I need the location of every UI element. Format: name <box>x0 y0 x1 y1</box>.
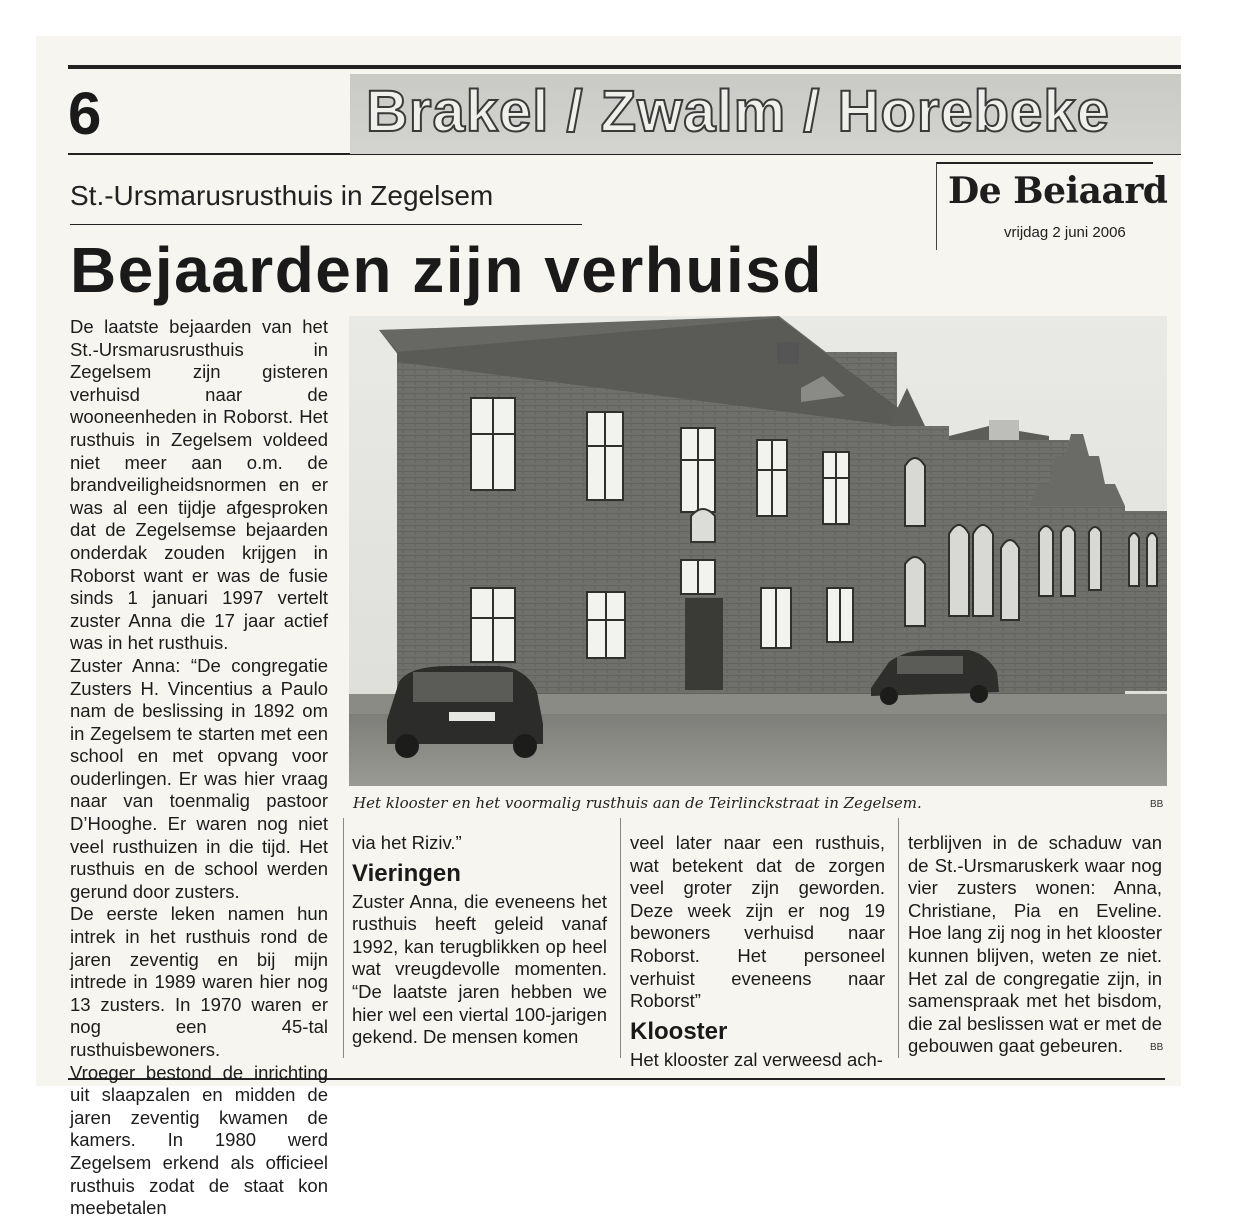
paragraph: Het klooster zal verweesd ach- <box>630 1048 883 1070</box>
paragraph: Zuster Anna, die eveneens het rusthuis heeft geleid vanaf 1992, kan terugblikken op heel wat vreugdevolle momenten. “De laatste jaren hebben we hier wel een viertal 100-jarigen gekend. De mensen komen <box>352 890 607 1048</box>
paragraph: via het Riziv.” <box>352 832 462 853</box>
paragraph: Zuster Anna: “De congregatie Zusters H. Vincentius a Paulo nam de beslissing in 1892 om in Zegelsem te starten met een school en met opvang voor ouderlingen. Er was hier vraag naar van toenmalig pastoor D’Hooghe. Er waren nog niet veel rusthuizen in die tijd. Het rusthuis en de school werden gerund door zusters. <box>70 654 328 902</box>
section-title: Brakel / Zwalm / Horebeke <box>366 79 1110 144</box>
photo-caption: Het klooster en het voormalig rusthuis aan de Teirlinckstraat in Zegelsem. <box>353 794 922 812</box>
section-header-band <box>350 74 1181 154</box>
subheading: Klooster <box>630 1017 728 1045</box>
article-photo <box>349 316 1167 786</box>
subheading: Vieringen <box>352 859 461 887</box>
column-divider <box>343 818 344 1058</box>
top-rule <box>68 65 1181 69</box>
column-divider <box>898 818 899 1058</box>
paragraph: De eerste leken namen hun intrek in het rusthuis rond de jaren zeventig en bij mijn intrede in 1989 waren hier nog 13 zusters. In 1970 waren er nog een 45-tal rusthuisbewoners. <box>70 903 328 1060</box>
article-credit: BB <box>1150 1042 1164 1053</box>
issue-date: vrijdag 2 juni 2006 <box>1004 224 1126 241</box>
page-number: 6 <box>68 80 102 147</box>
kicker-underline <box>70 224 582 225</box>
article-kicker: St.-Ursmarusrusthuis in Zegelsem <box>70 180 494 211</box>
article-headline: Bejaarden zijn verhuisd <box>70 234 823 306</box>
article-column-3 <box>630 832 885 1071</box>
photo-credit: BB <box>1150 799 1164 810</box>
front-door <box>685 598 723 690</box>
paragraph: veel later naar een rusthuis, wat betekent dat de zorgen veel groter zijn geworden. Deze week zijn er nog 19 bewoners verhuisd naar Roborst. Het personeel verhuist eveneens naar Roborst” <box>630 832 885 1012</box>
column-divider <box>620 818 621 1058</box>
newspaper-name: De Beiaard <box>948 170 1168 212</box>
article-column-4 <box>908 832 1162 1058</box>
paragraph: Vroeger bestond de inrichting uit slaapzalen en midden de jaren zeventig kwamen de kamers. In 1980 werd Zegelsem erkend als officieel rusthuis zodat de staat kon meebetalen <box>70 1061 328 1219</box>
article-column-2 <box>352 832 607 1049</box>
paragraph: terblijven in de schaduw van de St.-Ursmaruskerk waar nog vier zusters wonen: Anna, Christiane, Pia en Eveline. Hoe lang zij nog in het klooster kunnen blijven, weten ze niet. Het zal de congregatie zijn, in samenspraak met het bisdom, die zal beslissen wat er met de gebouwen gaat gebeuren. <box>908 832 1162 1057</box>
paragraph: De laatste bejaarden van het St.-Ursmarusrusthuis in Zegelsem zijn gisteren verhuisd naar de wooneenheden in Roborst. Het rusthuis in Zegelsem voldeed niet meer aan o.m. de brandveiligheidsnormen en er was al een tijdje afgesproken dat de Zegelsemse bejaarden onderdak zouden krijgen in Roborst want er was de fusie sinds 1 januari 1997 vertelt zuster Anna die 17 jaar actief was in het rusthuis. <box>70 316 328 654</box>
article-column-1 <box>70 316 328 1220</box>
